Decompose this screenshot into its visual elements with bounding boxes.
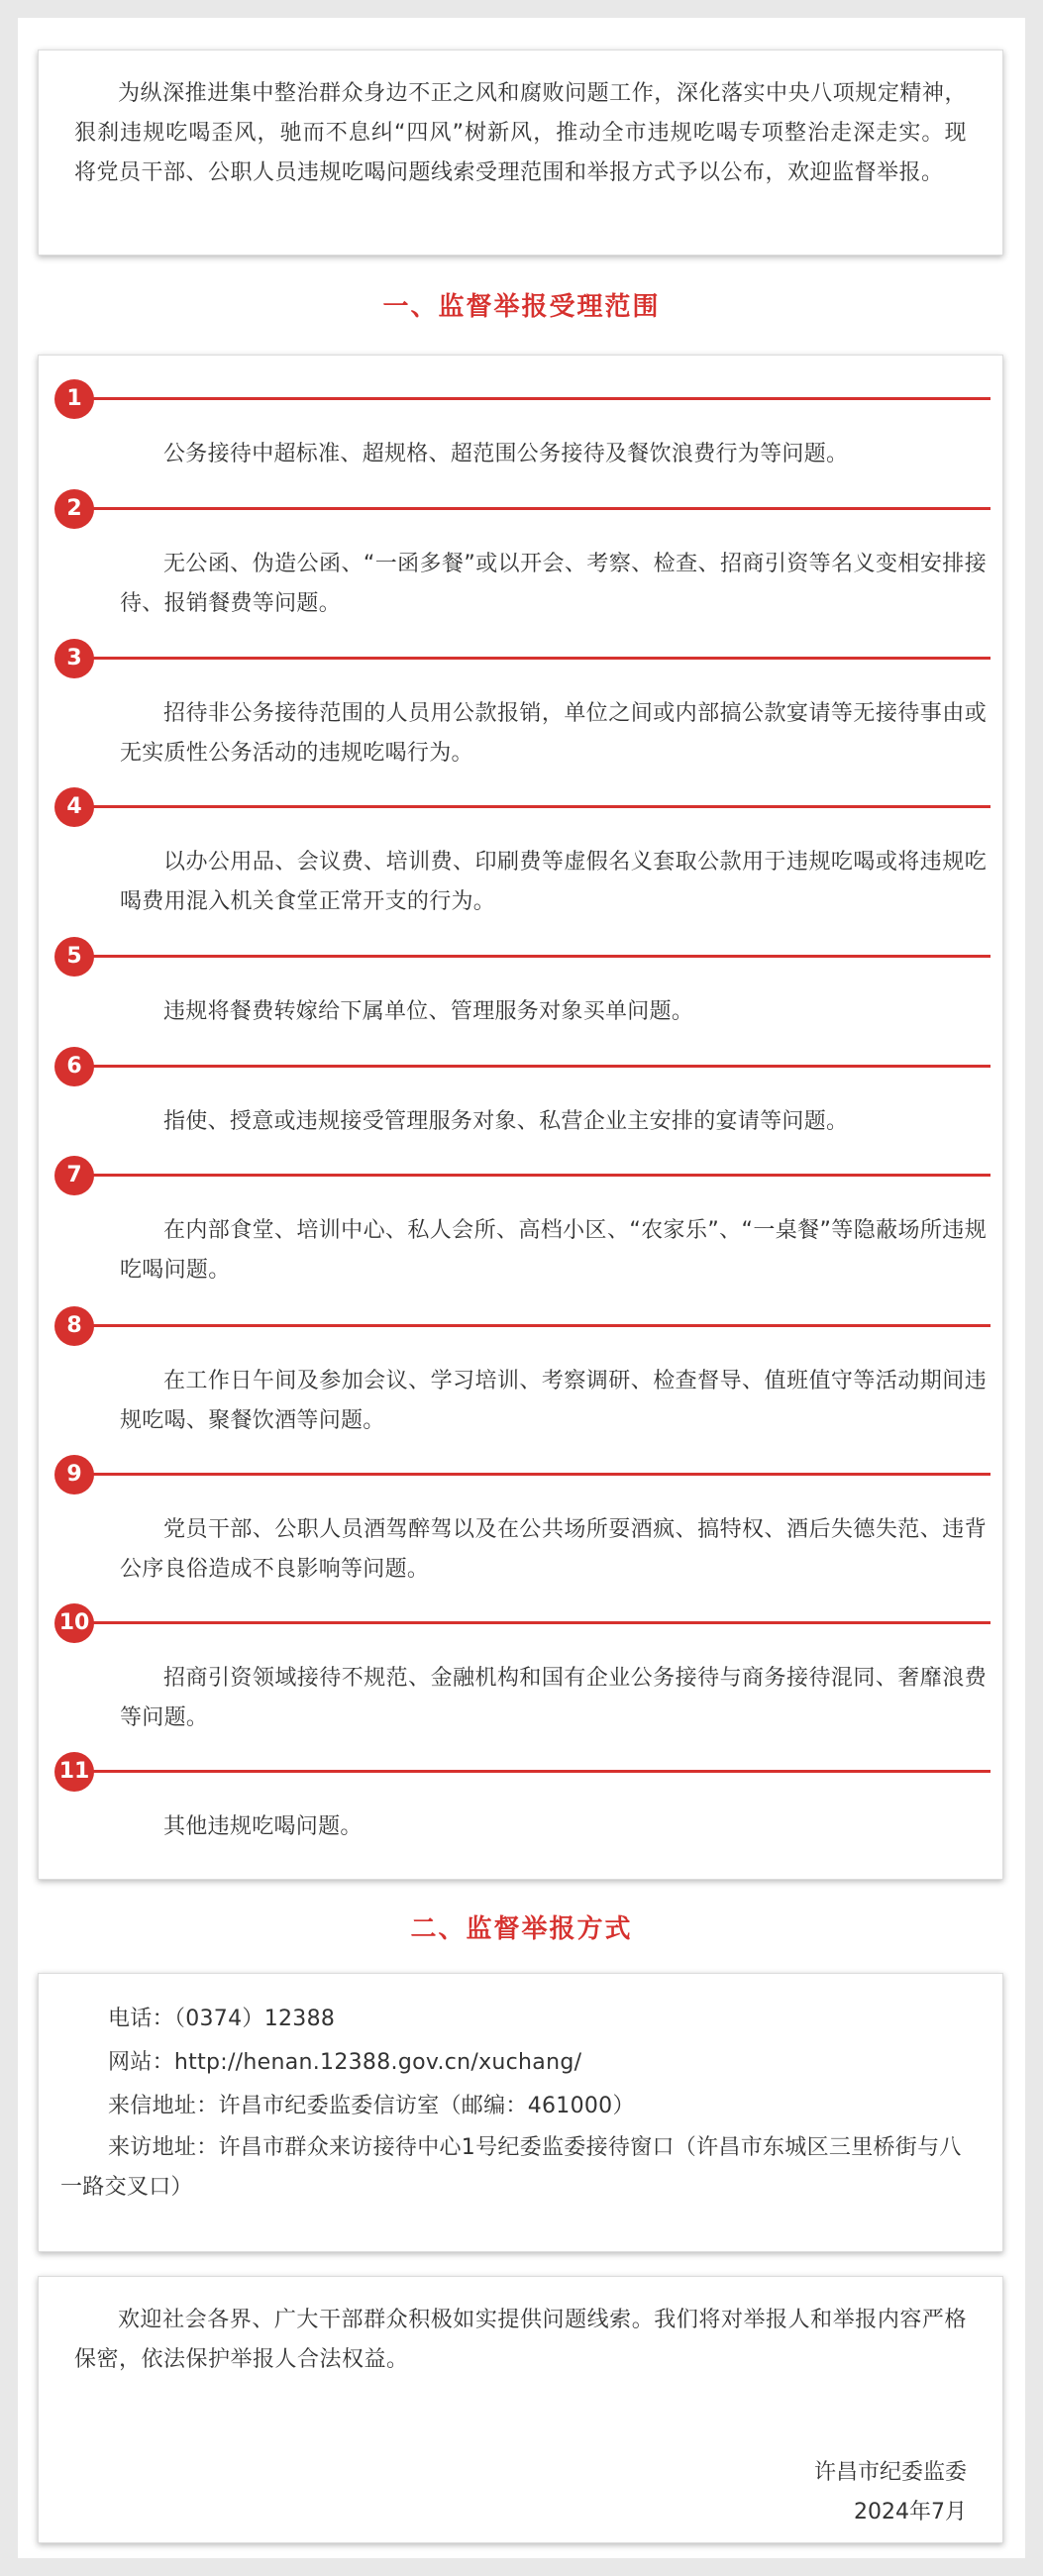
closing-card bbox=[38, 2276, 1003, 2543]
item-number-badge: 11 bbox=[54, 1752, 94, 1792]
item-divider bbox=[92, 1621, 991, 1624]
item-divider bbox=[92, 657, 991, 660]
letter-address-line: 来信地址：许昌市纪委监委信访室（邮编：461000） bbox=[108, 2094, 635, 2118]
item-number-badge: 4 bbox=[54, 787, 94, 827]
item-number-badge: 6 bbox=[54, 1047, 94, 1086]
item-divider bbox=[92, 1174, 991, 1177]
item-text: 在内部食堂、培训中心、私人会所、高档小区、“农家乐”、“一桌餐”等隐蔽场所违规吃喝问题。 bbox=[120, 1218, 987, 1283]
item-text: 党员干部、公职人员酒驾醉驾以及在公共场所耍酒疯、搞特权、酒后失德失范、违背公序良俗造成不良影响等问题。 bbox=[120, 1517, 987, 1582]
item-number-badge: 8 bbox=[54, 1306, 94, 1346]
item-divider bbox=[92, 397, 991, 400]
item-text: 违规将餐费转嫁给下属单位、管理服务对象买单问题。 bbox=[163, 999, 694, 1024]
item-text: 公务接待中超标准、超规格、超范围公务接待及餐饮浪费行为等问题。 bbox=[163, 442, 849, 466]
section-1-title: 一、监督举报受理范围 bbox=[382, 292, 661, 322]
scope-card bbox=[38, 355, 1003, 1880]
contact-card bbox=[38, 1973, 1003, 2252]
item-text: 在工作日午间及参加会议、学习培训、考察调研、检查督导、值班值守等活动期间违规吃喝、聚餐饮酒等问题。 bbox=[120, 1369, 987, 1433]
item-text: 无公函、伪造公函、“一函多餐”或以开会、考察、检查、招商引资等名义变相安排接待、报销餐费等问题。 bbox=[120, 552, 987, 616]
intro-card bbox=[38, 50, 1003, 256]
item-number-badge: 5 bbox=[54, 937, 94, 977]
item-number-badge: 1 bbox=[54, 379, 94, 419]
phone-line: 电话：（0374）12388 bbox=[108, 2007, 336, 2031]
item-divider bbox=[92, 955, 991, 958]
item-text: 招待非公务接待范围的人员用公款报销，单位之间或内部搞公款宴请等无接待事由或无实质性公务活动的违规吃喝行为。 bbox=[120, 701, 987, 766]
item-divider bbox=[92, 507, 991, 510]
item-divider bbox=[92, 1473, 991, 1476]
closing-text: 欢迎社会各界、广大干部群众积极如实提供问题线索。我们将对举报人和举报内容严格保密，依法保护举报人合法权益。 bbox=[74, 2308, 967, 2372]
item-divider bbox=[92, 805, 991, 808]
item-text: 以办公用品、会议费、培训费、印刷费等虚假名义套取公款用于违规吃喝或将违规吃喝费用混入机关食堂正常开支的行为。 bbox=[120, 850, 987, 914]
item-divider bbox=[92, 1065, 991, 1068]
intro-text: 为纵深推进集中整治群众身边不正之风和腐败问题工作，深化落实中央八项规定精神，狠刹违规吃喝歪风，驰而不息纠“四风”树新风，推动全市违规吃喝专项整治走深走实。现将党员干部、公职人员违规吃喝问题线索受理范围和举报方式予以公布，欢迎监督举报。 bbox=[74, 81, 967, 185]
item-number-badge: 3 bbox=[54, 639, 94, 678]
website-line[interactable]: 网站：http://henan.12388.gov.cn/xuchang/ bbox=[108, 2050, 582, 2075]
item-number-badge: 7 bbox=[54, 1156, 94, 1195]
visit-address-line: 来访地址：许昌市群众来访接待中心1号纪委监委接待窗口（许昌市东城区三里桥街与八一路交叉口） bbox=[60, 2135, 962, 2200]
item-number-badge: 2 bbox=[54, 489, 94, 529]
item-number-badge: 10 bbox=[54, 1603, 94, 1643]
item-divider bbox=[92, 1770, 991, 1773]
item-text: 其他违规吃喝问题。 bbox=[163, 1814, 363, 1839]
item-text: 指使、授意或违规接受管理服务对象、私营企业主安排的宴请等问题。 bbox=[163, 1109, 849, 1134]
item-text: 招商引资领域接待不规范、金融机构和国有企业公务接待与商务接待混同、奢靡浪费等问题。 bbox=[120, 1666, 987, 1730]
signature-date: 2024年7月 bbox=[854, 2500, 967, 2524]
item-divider bbox=[92, 1324, 991, 1327]
page bbox=[18, 18, 1025, 2558]
signature-org: 许昌市纪委监委 bbox=[813, 2460, 967, 2485]
section-2-title: 二、监督举报方式 bbox=[410, 1914, 633, 1944]
item-number-badge: 9 bbox=[54, 1455, 94, 1494]
